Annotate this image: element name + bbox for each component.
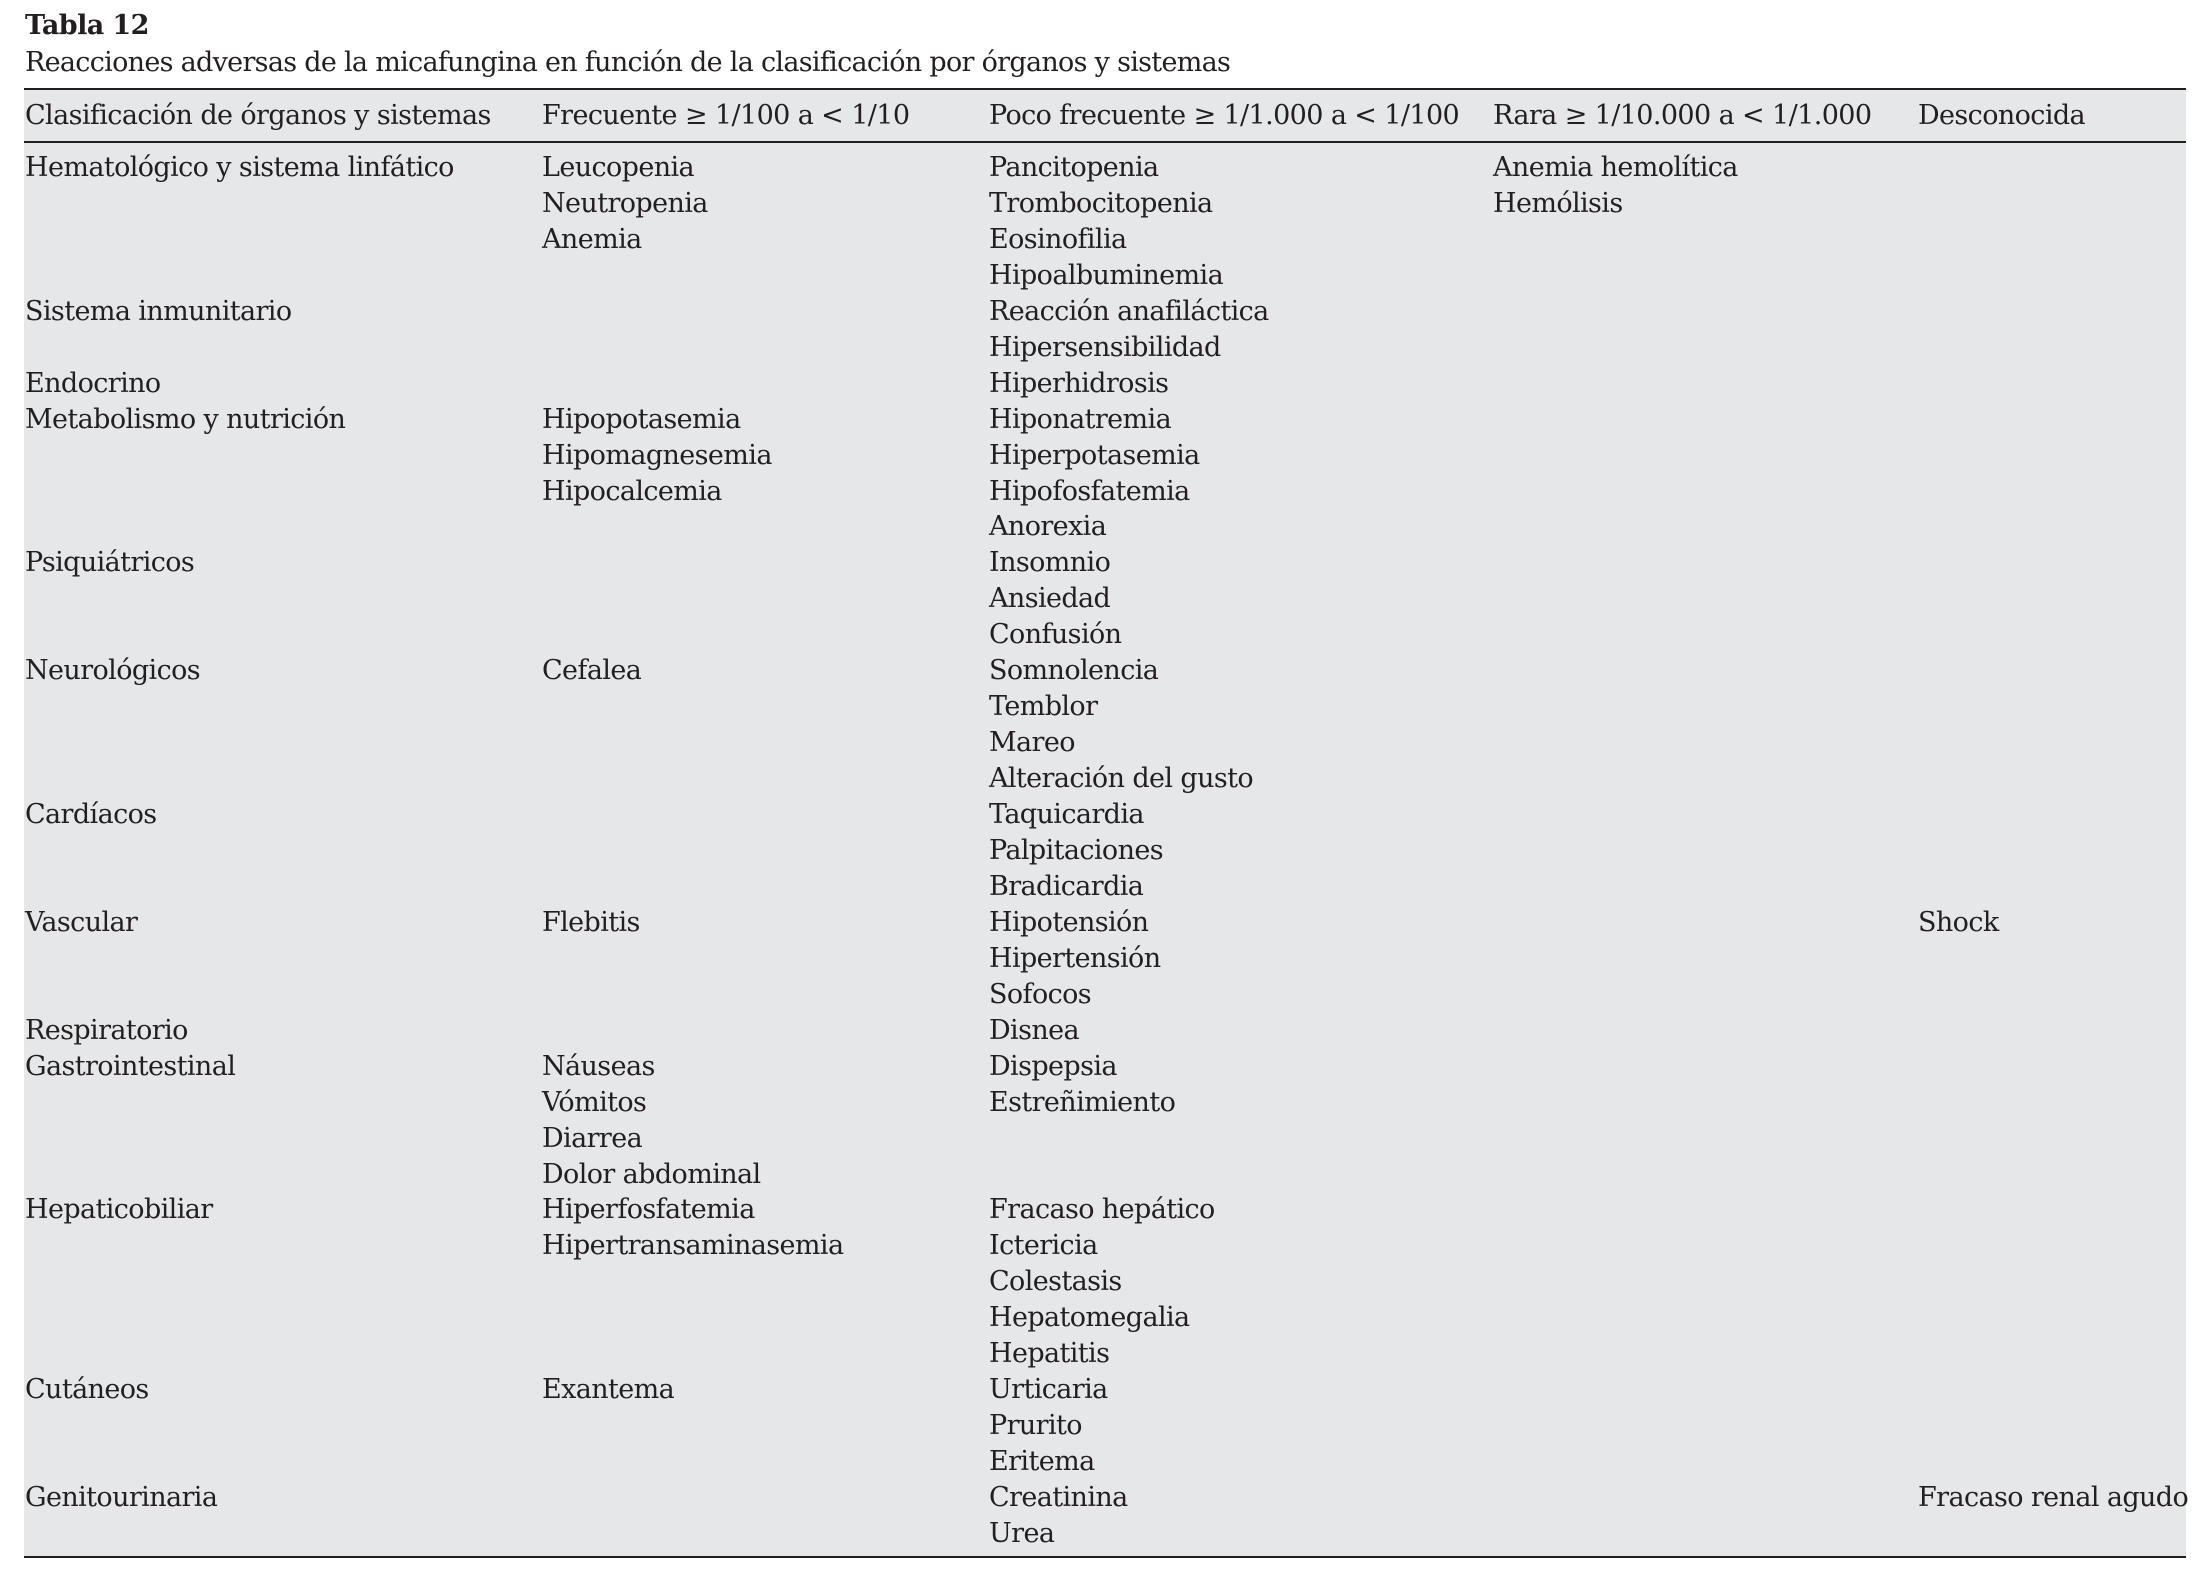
- table-row: [24, 294, 2186, 366]
- system-cell: [25, 150, 454, 186]
- poco-frecuente-cell: [989, 150, 1223, 294]
- system-name: Hematológico y sistema linfático: [25, 152, 454, 183]
- frecuente-cell: [542, 1192, 843, 1264]
- system-name: Metabolismo y nutrición: [25, 403, 346, 435]
- reaction-item: Anorexia: [989, 511, 1107, 543]
- reaction-item: Vómitos: [542, 1086, 647, 1118]
- system-name: Endocrino: [25, 367, 161, 399]
- adverse-reactions-table: [24, 88, 2189, 1558]
- reaction-item: Confusión: [989, 619, 1122, 651]
- reaction-item: Dispepsia: [989, 1050, 1117, 1082]
- table-row: [24, 402, 2186, 546]
- reaction-item: Hepatomegalia: [989, 1302, 1190, 1334]
- reaction-item: Estreñimiento: [989, 1086, 1176, 1118]
- system-cell: [25, 545, 194, 581]
- desconocida-cell: [1918, 905, 1999, 941]
- reaction-item: Hiperhidrosis: [989, 367, 1169, 399]
- system-name: Vascular: [25, 906, 138, 938]
- reaction-item: Eosinofilia: [989, 223, 1127, 255]
- frecuente-cell: [542, 653, 641, 689]
- reaction-item: Disnea: [989, 1014, 1080, 1046]
- reaction-item: Hipocalcemia: [542, 475, 722, 507]
- reaction-item: Reacción anafiláctica: [989, 295, 1269, 327]
- system-cell: [25, 402, 345, 438]
- system-name: Hepaticobiliar: [25, 1194, 213, 1226]
- reaction-item: Náuseas: [542, 1050, 655, 1082]
- system-name: Psiquiátricos: [25, 547, 195, 579]
- system-name: Respiratorio: [25, 1014, 188, 1046]
- reaction-item: Hipoalbuminemia: [989, 259, 1224, 291]
- reaction-item: Anemia: [542, 223, 642, 255]
- reaction-item: Exantema: [542, 1374, 675, 1406]
- reaction-item: Dolor abdominal: [542, 1158, 761, 1190]
- poco-frecuente-cell: [989, 1192, 1215, 1372]
- reaction-item: Hiponatremia: [989, 403, 1172, 435]
- poco-frecuente-cell: [989, 653, 1253, 797]
- reaction-item: Hepatitis: [989, 1338, 1110, 1370]
- reaction-item: Bradicardia: [989, 870, 1144, 902]
- header-frecuente: Frecuente ≥ 1/100 a < 1/10: [542, 100, 910, 131]
- table-header-row: [24, 88, 2186, 143]
- reaction-item: Eritema: [989, 1446, 1095, 1478]
- reaction-item: Urea: [989, 1518, 1055, 1550]
- frecuente-cell: [542, 1372, 674, 1408]
- reaction-item: Palpitaciones: [989, 835, 1163, 866]
- table-row: [24, 1192, 2186, 1372]
- poco-frecuente-cell: [989, 1049, 1175, 1121]
- reaction-item: Creatinina: [989, 1482, 1128, 1514]
- reaction-item: Hemólisis: [1493, 187, 1623, 219]
- reaction-item: Insomnio: [989, 547, 1111, 579]
- table-row: [24, 1013, 2186, 1049]
- reaction-item: Alteración del gusto: [989, 763, 1254, 795]
- reaction-item: Trombocitopenia: [989, 187, 1213, 219]
- reaction-item: Mareo: [989, 727, 1075, 759]
- rara-cell: [1493, 150, 1738, 222]
- frecuente-cell: [542, 1049, 761, 1193]
- reaction-item: Pancitopenia: [989, 152, 1159, 183]
- table-row: [24, 1372, 2186, 1480]
- header-rara: Rara ≥ 1/10.000 a < 1/1.000: [1493, 100, 1872, 131]
- reaction-item: Neutropenia: [542, 187, 708, 219]
- table-row: [24, 545, 2186, 653]
- frecuente-cell: [542, 150, 708, 258]
- reaction-item: Sofocos: [989, 978, 1092, 1010]
- reaction-item: Diarrea: [542, 1122, 643, 1154]
- reaction-item: Flebitis: [542, 906, 640, 938]
- system-name: Neurológicos: [25, 655, 200, 687]
- reaction-item: Leucopenia: [542, 152, 695, 183]
- frecuente-cell: [542, 905, 640, 941]
- system-name: Cutáneos: [25, 1374, 149, 1406]
- system-cell: [25, 653, 200, 689]
- poco-frecuente-cell: [989, 402, 1200, 546]
- table-body: [24, 143, 2189, 1558]
- table-row: [24, 150, 2186, 294]
- reaction-item: Fracaso hepático: [989, 1194, 1215, 1226]
- system-cell: [25, 366, 161, 402]
- reaction-item: Taquicardia: [989, 799, 1144, 831]
- reaction-item: Hiperfosfatemia: [542, 1194, 755, 1226]
- table-row: [24, 366, 2186, 402]
- reaction-item: Ictericia: [989, 1230, 1098, 1262]
- reaction-item: Hipotensión: [989, 906, 1149, 938]
- header-poco-frecuente: Poco frecuente ≥ 1/1.000 a < 1/100: [989, 100, 1460, 131]
- reaction-item: Hipomagnesemia: [542, 439, 772, 471]
- system-name: Cardíacos: [25, 799, 157, 831]
- poco-frecuente-cell: [989, 1480, 1128, 1552]
- poco-frecuente-cell: [989, 294, 1269, 366]
- system-cell: [25, 1192, 213, 1228]
- system-cell: [25, 1013, 188, 1049]
- reaction-item: Hipofosfatemia: [989, 475, 1190, 507]
- system-name: Gastrointestinal: [25, 1050, 236, 1082]
- reaction-item: Hiperpotasemia: [989, 439, 1200, 471]
- table-row: [24, 797, 2186, 905]
- system-cell: [25, 905, 137, 941]
- poco-frecuente-cell: [989, 545, 1121, 653]
- reaction-item: Colestasis: [989, 1266, 1122, 1298]
- table-row: [24, 1480, 2189, 1552]
- poco-frecuente-cell: [989, 905, 1161, 1013]
- table-row: [24, 653, 2186, 797]
- poco-frecuente-cell: [989, 366, 1168, 402]
- system-cell: [25, 797, 157, 833]
- reaction-item: Urticaria: [989, 1374, 1108, 1406]
- header-system: Clasificación de órganos y sistemas: [25, 100, 491, 131]
- reaction-item: Temblor: [989, 691, 1098, 723]
- system-cell: [25, 1049, 235, 1085]
- frecuente-cell: [542, 402, 772, 510]
- system-cell: [25, 1480, 217, 1516]
- table-row: [24, 905, 2186, 1013]
- table-caption: Reacciones adversas de la micafungina en función de la clasificación por órganos y sistemas: [25, 47, 1231, 78]
- reaction-item: Hipertensión: [989, 942, 1161, 974]
- system-name: Genitourinaria: [25, 1482, 218, 1514]
- system-name: Sistema inmunitario: [25, 295, 292, 327]
- reaction-item: Cefalea: [542, 655, 642, 687]
- desconocida-cell: [1918, 1480, 2188, 1516]
- header-desconocida: Desconocida: [1918, 100, 2086, 131]
- reaction-item: Hipopotasemia: [542, 403, 741, 435]
- system-cell: [25, 294, 291, 330]
- reaction-item: Ansiedad: [989, 583, 1111, 615]
- reaction-item: Prurito: [989, 1410, 1082, 1442]
- reaction-item: Somnolencia: [989, 655, 1159, 687]
- reaction-item: Hipersensibilidad: [989, 331, 1221, 363]
- reaction-item: Hipertransaminasemia: [542, 1230, 844, 1262]
- table-row: [24, 1049, 2186, 1193]
- reaction-item: Fracaso renal agudo: [1918, 1482, 2189, 1514]
- poco-frecuente-cell: [989, 797, 1163, 905]
- poco-frecuente-cell: [989, 1372, 1108, 1480]
- system-cell: [25, 1372, 149, 1408]
- reaction-item: Shock: [1918, 906, 1999, 938]
- poco-frecuente-cell: [989, 1013, 1079, 1049]
- reaction-item: Anemia hemolítica: [1493, 152, 1738, 183]
- table-label: Tabla 12: [25, 10, 149, 41]
